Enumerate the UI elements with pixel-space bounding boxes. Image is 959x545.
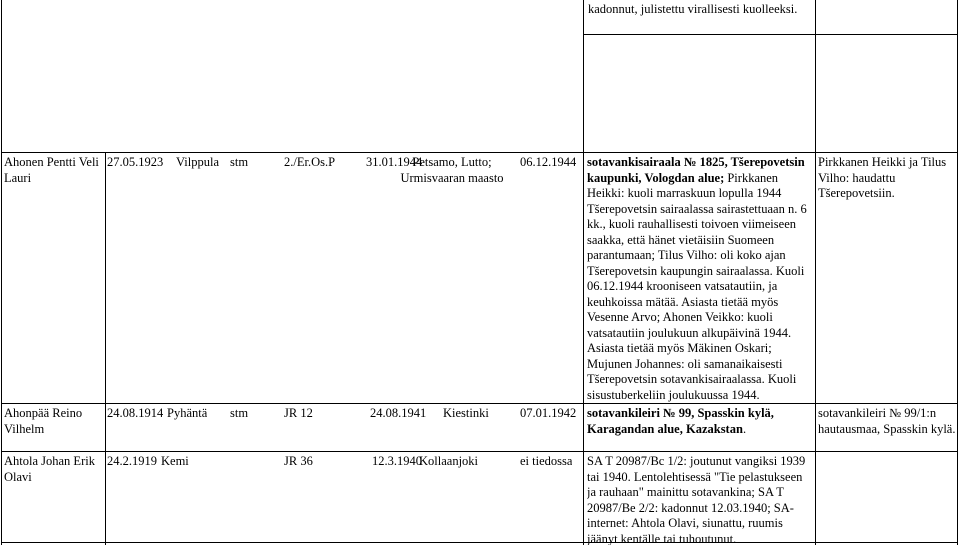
row3-name: Ahtola Johan Erik Olavi: [4, 454, 95, 484]
row1-capture-place: Petsamo, Lutto; Urmisvaaran maasto: [400, 155, 504, 185]
grid-line-bottom: [1, 542, 958, 543]
row3-capture-date: 12.3.1940: [372, 454, 422, 468]
grid-line-row-top: [583, 34, 958, 35]
row1-death-place: sotavankisairaala № 1825, Tšerepovetsin kaupunki, Vologdan alue;: [587, 155, 805, 185]
row2-death-place: sotavankileiri № 99, Spasskin kylä, Karagandan alue, Kazakstan: [587, 406, 774, 436]
grid-line-right: [957, 0, 958, 545]
grid-line-row3: [1, 451, 958, 452]
row1-death-date: 06.12.1944: [520, 155, 577, 169]
row2-burial: sotavankileiri № 99/1:n hautausmaa, Spasskin kylä.: [818, 406, 956, 436]
row1-birth-date: 27.05.1923: [107, 155, 164, 169]
row2-branch: JR 12: [284, 406, 313, 420]
row1-details: Pirkkanen Heikki: kuoli marraskuun lopulla 1944 Tšerepovetsin sairaalassa sairastettuaan n. 6 kk., kuoli rauhallisesti toivoen viimeiseen saakka, että hänet vietäisiin Suomeen parantumaan; Tilus Vilho: oli koko ajan Tšerepovetsin kaupungin sairaalassa. Kuoli 06.12.1944 krooniseen vatsatautiin, ja keuhkoissa mätää. Asiasta tietää myös Vesenne Arvo; Ahonen Veikko: kuoli vatsatautiin joulukuun alkupäivinä 1944. Asiasta tietää myös Mäkinen Oskari; Mujunen Johannes: oli samanaikaisesti Tšerepovetsin sotavankisairaalassa. Kuoli sisustuberkeliin joulukuussa 1944.: [587, 170, 807, 402]
grid-line-left: [1, 0, 2, 545]
row1-birth-place: Vilppula: [176, 155, 219, 169]
top-row-text: kadonnut, julistettu virallisesti kuolleeksi.: [588, 2, 798, 16]
row2-details: .: [742, 421, 747, 436]
row2-death-date: 07.01.1942: [520, 406, 577, 420]
row3-branch: JR 36: [284, 454, 313, 468]
row1-name: Ahonen Pentti Veli Lauri: [4, 155, 99, 185]
row2-birth-date: 24.08.1914: [107, 406, 164, 420]
row3-birth-date: 24.2.1919: [107, 454, 157, 468]
grid-line-col3: [815, 0, 816, 545]
row2-name: Ahonpää Reino Vilhelm: [4, 406, 83, 436]
row3-capture-place: Kollaanjoki: [419, 454, 479, 468]
row3-birth-place: Kemi: [161, 454, 189, 468]
row1-burial: Pirkkanen Heikki ja Tilus Vilho: haudattu Tšerepovetsiin.: [818, 155, 947, 200]
row2-death-info: [587, 406, 813, 437]
grid-line-col2: [583, 0, 584, 545]
row2-capture-date: 24.08.1941: [370, 406, 427, 420]
row3-death-date: ei tiedossa: [520, 454, 573, 468]
row1-death-info: [587, 155, 813, 403]
row2-birth-place: Pyhäntä: [167, 406, 208, 420]
row2-unit: stm: [230, 406, 249, 420]
row1-unit: stm: [230, 155, 249, 169]
row2-capture-place: Kiestinki: [443, 406, 489, 420]
row1-branch: 2./Er.Os.P: [284, 155, 336, 169]
grid-line-row1: [1, 152, 958, 153]
row1-capture-date: 31.01.1944: [366, 155, 423, 169]
grid-line-col1: [105, 152, 106, 545]
grid-line-row2: [1, 403, 958, 404]
row3-details: SA T 20987/Bc 1/2: joutunut vangiksi 1939 tai 1940. Lentolehtisessä "Tie pelastukseen ja rauhaan" mainittu sotavankina; SA T 20987/Be 2/2: kadonnut 12.03.1940; SA-internet: Ahtola Olavi, siunattu, ruumis jäänyt kentälle tai tuhoutunut.: [587, 454, 806, 545]
